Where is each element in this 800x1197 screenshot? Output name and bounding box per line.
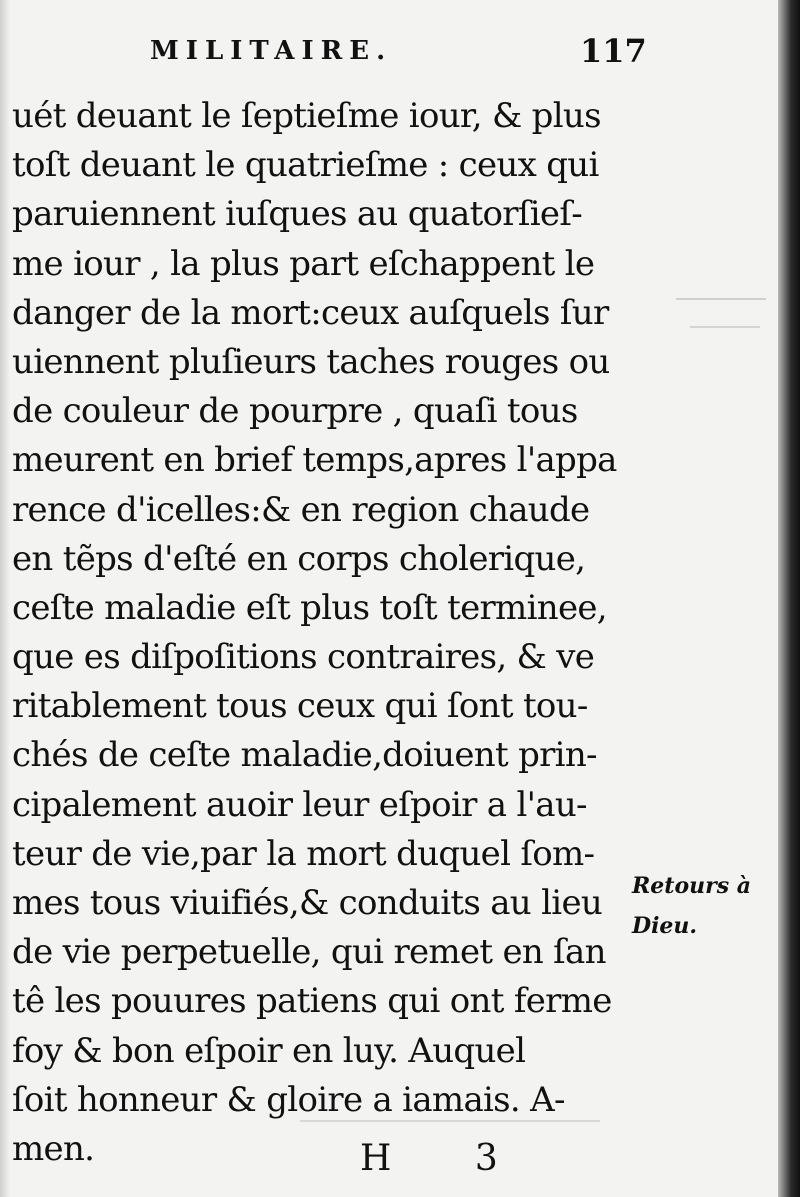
- body-text: [12, 92, 624, 1174]
- show-through-mark: [690, 312, 760, 328]
- text-line: de couleur de pourpre , quaſi tous: [12, 391, 578, 432]
- text-line: uét deuant le ſeptieſme iour, & plus: [12, 96, 601, 136]
- page-number: 117: [580, 32, 647, 70]
- text-line: que es diſpoſitions contraires, & ve: [12, 637, 595, 678]
- page-gutter-shadow: [778, 0, 800, 1197]
- text-line: ſoit honneur & gloire a iamais. A-: [12, 1079, 565, 1120]
- running-head: MILITAIRE.: [150, 36, 393, 66]
- text-line: ceſte maladie eſt plus toſt terminee,: [12, 587, 607, 628]
- marginal-note: [632, 866, 751, 946]
- text-line: cipalement auoir leur eſpoir a l'au-: [12, 784, 587, 825]
- text-line: en tẽps d'eſté en corps cholerique,: [12, 538, 586, 579]
- text-line: meurent en brief temps,apres l'appa: [12, 440, 617, 481]
- text-line: me iour , la plus part eſchappent le: [12, 243, 595, 284]
- text-line: men.: [12, 1128, 95, 1169]
- text-line: ritablement tous ceux qui ſont tou-: [12, 686, 588, 727]
- text-line: uiennent pluſieurs taches rouges ou: [12, 341, 610, 382]
- text-line: tê les pouures patiens qui ont ferme: [12, 981, 612, 1022]
- text-line: danger de la mort:ceux auſquels ſur: [12, 292, 609, 333]
- marginal-note-line: Dieu.: [632, 913, 698, 939]
- text-line: de vie perpetuelle, qui remet en ſan: [12, 932, 606, 973]
- page-left-edge: [0, 0, 10, 1197]
- signature-mark: H 3: [360, 1138, 534, 1179]
- text-line: paruiennent iuſques au quatorſieſ-: [12, 194, 583, 235]
- text-line: teur de vie,par la mort duquel ſom-: [12, 833, 595, 874]
- text-line: mes tous viuifiés,& conduits au lieu: [12, 883, 603, 923]
- text-line: foy & bon eſpoir en luy. Auquel: [12, 1030, 526, 1071]
- text-line: rence d'icelles:& en region chaude: [12, 489, 590, 530]
- text-line: toſt deuant le quatrieſme : ceux qui: [12, 145, 599, 186]
- text-line: chés de ceſte maladie,doiuent prin-: [12, 735, 597, 776]
- marginal-note-line: Retours à: [632, 873, 752, 899]
- show-through-mark: [676, 282, 766, 300]
